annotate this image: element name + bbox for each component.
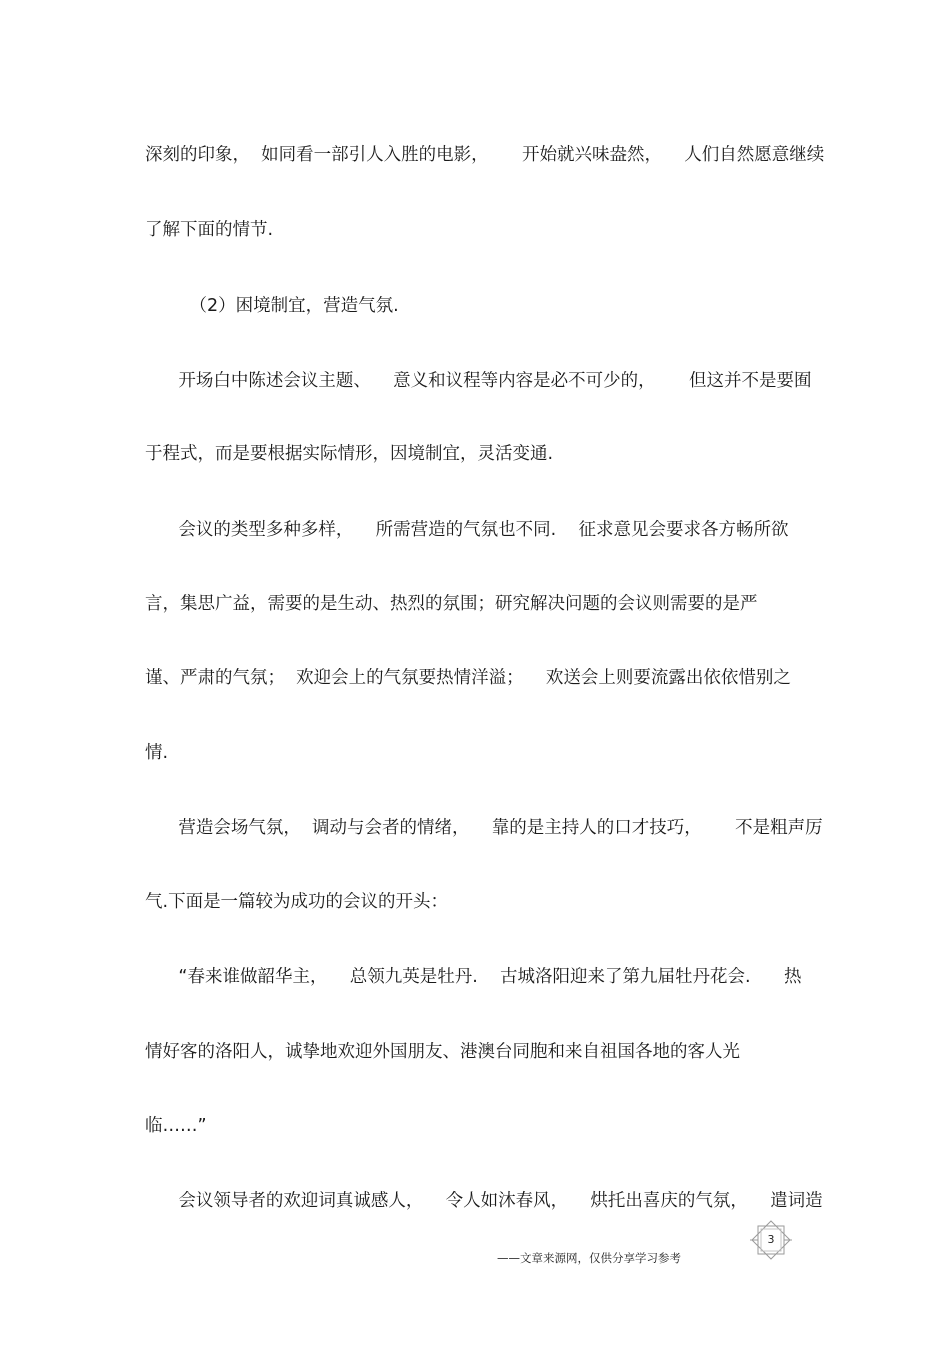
text-line-10: 营造会场气氛， 调动与会者的情绪， 靠的是主持人的口才技巧， 不是粗声厉 xyxy=(145,818,823,838)
text-line-7: 言，集思广益，需要的是生动、热烈的氛围；研究解决问题的会议则需要的是严 xyxy=(145,594,758,614)
text-line-13: 情好客的洛阳人，诚挚地欢迎外国朋友、港澳台同胞和来自祖国各地的客人光 xyxy=(145,1042,740,1062)
text-line-4: 开场白中陈述会议主题、 意义和议程等内容是必不可少的， 但这并不是要囿 xyxy=(145,371,812,391)
text-line-6: 会议的类型多种多样， 所需营造的气氛也不同. 征求意见会要求各方畅所欲 xyxy=(145,520,789,540)
text-line-14: 临……” xyxy=(145,1116,207,1136)
text-line-12: “春来谁做韶华主， 总领九英是牡丹. 古城洛阳迎来了第九届牡丹花会. 热 xyxy=(145,967,802,987)
text-line-5: 于程式，而是要根据实际情形，因境制宜，灵活变通. xyxy=(145,444,554,464)
page-number-badge xyxy=(748,1220,794,1260)
text-line-15: 会议领导者的欢迎词真诚感人， 令人如沐春风， 烘托出喜庆的气氛， 遣词造 xyxy=(145,1191,823,1211)
footer-source-note: ——文章来源网，仅供分享学习参考 xyxy=(497,1251,681,1265)
page-number: 3 xyxy=(767,1233,775,1246)
text-line-3: （2）困境制宜，营造气氛. xyxy=(145,296,399,316)
text-line-1: 深刻的印象， 如同看一部引人入胜的电影， 开始就兴味盎然， 人们自然愿意继续 xyxy=(145,145,825,165)
text-line-2: 了解下面的情节. xyxy=(145,220,274,240)
text-line-8: 谨、严肃的气氛； 欢迎会上的气氛要热情洋溢； 欢送会上则要流露出依依惜别之 xyxy=(145,668,791,688)
text-line-9: 情. xyxy=(145,743,169,763)
text-line-11: 气.下面是一篇较为成功的会议的开头： xyxy=(145,892,449,912)
